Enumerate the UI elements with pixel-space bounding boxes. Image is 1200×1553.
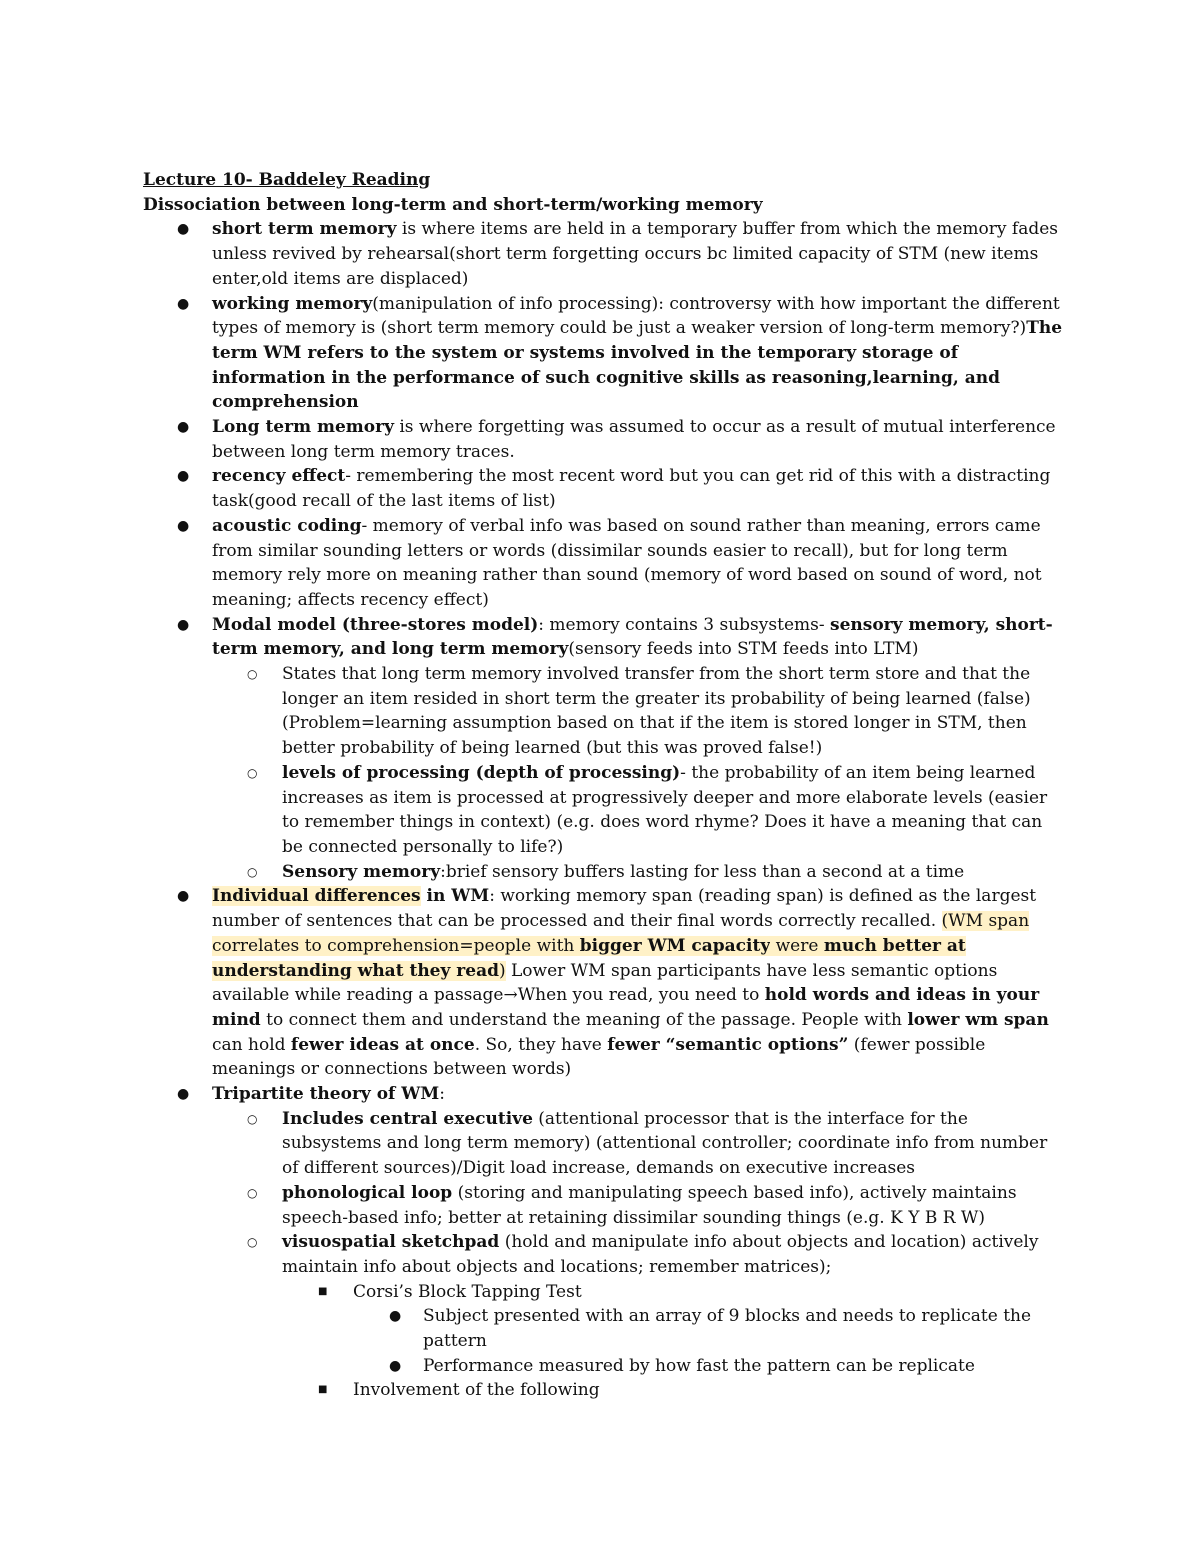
- bullet-icon: ●: [177, 419, 190, 436]
- modal-sublist: [143, 662, 1063, 884]
- section-heading: Dissociation between long-term and short-term/working memory: [143, 194, 763, 215]
- list-item-modal: ● Modal model (three-stores model): memory contains 3 subsystems- sensory memory, short-term memory, and long term memory(sensory feeds into STM feeds into LTM) ○ States that long term memory involved transfer from the short term store and that the longer an item resided in short term the greater its probability of being learned (false)(Problem=learning assumption based on that if the item is stored longer in STM, then better probability of being learned (but this was proved false!) ○ levels of processing (depth of processing)- the probability of an item being learned increases as item is processed at progressively deeper and more elaborate levels (easier to remember things in context) (e.g. does word rhyme? Does it have a meaning that can be connected personally to life?) ○ Sensory memory:brief sensory buffers lasting for less than a second at a time: [143, 613, 1063, 885]
- list-item-visuospatial: ○ visuospatial sketchpad (hold and manipulate info about objects and location) actively maintain info about objects and locations; remember matrices); ■ Corsi’s Block Tapping Test ● Subject presented with an array of 9 blocks and needs to replicate the pattern ● Performance measured by how fast the pattern can be replicate ■ Involvement of the following: [143, 1230, 1063, 1403]
- circle-bullet-icon: ○: [247, 864, 258, 879]
- square-bullet-icon: ■: [318, 1285, 328, 1297]
- list-item-phonological-loop: ○ phonological loop (storing and manipulating speech based info), actively maintains speech-based info; better at retaining dissimilar sounding things (e.g. K Y B R W): [247, 1182, 1017, 1228]
- list-item-central-executive: ○ Includes central executive (attentional processor that is the interface for the subsystems and long term memory) (attentional controller; coordinate info from number of different sources)/Digit load increase, demands on executive increases: [247, 1108, 1048, 1179]
- circle-bullet-icon: ○: [247, 1185, 258, 1200]
- list-item-corsi-2: ● Performance measured by how fast the pattern can be replicate: [143, 1354, 1063, 1379]
- circle-bullet-icon: ○: [247, 667, 258, 682]
- tripartite-sublist: [143, 1107, 1063, 1403]
- circle-bullet-icon: ○: [247, 765, 258, 780]
- document-page: [143, 168, 1063, 1403]
- list-item-modal-transfer: ○ States that long term memory involved transfer from the short term store and that the longer an item resided in short term the greater its probability of being learned (false)(Problem=learning assumption based on that if the item is stored longer in STM, then better probability of being learned (but this was proved false!): [247, 664, 1031, 759]
- bullet-icon: ●: [177, 295, 190, 312]
- bullet-icon: ●: [177, 1086, 190, 1103]
- circle-bullet-icon: ○: [247, 1235, 258, 1250]
- visuospatial-sublist: [143, 1280, 1063, 1404]
- list-item-corsi-1: ● Subject presented with an array of 9 blocks and needs to replicate the pattern: [389, 1306, 1032, 1352]
- page-title: Lecture 10- Baddeley Reading: [143, 170, 431, 190]
- circle-bullet-icon: ○: [247, 1111, 258, 1126]
- bullet-icon: ●: [177, 221, 190, 238]
- list-item-tripartite: ● Tripartite theory of WM: ○ Includes central executive (attentional processor that is the interface for the subsystems and long term memory) (attentional controller; coordinate info from number of different sources)/Digit load increase, demands on executive increases ○ phonological loop (storing and manipulating speech based info), actively maintains speech-based info; better at retaining dissimilar sounding things (e.g. K Y B R W) ○ visuospatial sketchpad (hold and manipulate info about objects and location) actively maintain info about objects and locations; remember matrices); ■ Corsi’s Block Tapping Test ● Subject presented with an array of 9 blocks and needs to replicate the pattern ● Performance measured by how fast the pattern can be replicate ■ Involvement of the following: [143, 1082, 1063, 1403]
- bullet-icon: ●: [177, 517, 190, 534]
- bullet-icon: ●: [177, 468, 190, 485]
- list-item-ltm: ● Long term memory is where forgetting was assumed to occur as a result of mutual interference between long term memory traces.: [177, 417, 1056, 462]
- bullet-icon: ●: [389, 1357, 402, 1374]
- bullet-icon: ●: [389, 1308, 402, 1325]
- list-item-recency: ● recency effect- remembering the most recent word but you can get rid of this with a distracting task(good recall of the last items of list): [177, 466, 1051, 512]
- list-item-involvement: ■ Involvement of the following: [143, 1378, 1063, 1403]
- corsi-sublist: [143, 1304, 1063, 1378]
- square-bullet-icon: ■: [318, 1384, 328, 1396]
- list-item-levels: ○ levels of processing (depth of processing)- the probability of an item being learned increases as item is processed at progressively deeper and more elaborate levels (easier to remember things in context) (e.g. does word rhyme? Does it have a meaning that can be connected personally to life?): [247, 762, 1048, 857]
- bullet-icon: ●: [177, 888, 190, 905]
- list-item-corsi: ■ Corsi’s Block Tapping Test ● Subject presented with an array of 9 blocks and needs to replicate the pattern ● Performance measured by how fast the pattern can be replicate: [143, 1280, 1063, 1379]
- list-item-sensory: ○ Sensory memory:brief sensory buffers lasting for less than a second at a time: [143, 860, 1063, 885]
- list-item-stm: ● short term memory is where items are held in a temporary buffer from which the memory fades unless revived by rehearsal(short term forgetting occurs bc limited capacity of STM (new items enter,old items are displaced): [177, 219, 1059, 289]
- list-item-acoustic: ● acoustic coding- memory of verbal info was based on sound rather than meaning, errors came from similar sounding letters or words (dissimilar sounds easier to recall), but for long term memory rely more on meaning rather than sound (memory of word based on sound of word, not meaning; affects recency effect): [177, 515, 1042, 610]
- list-item-individual: ● Individual differences in WM: working memory span (reading span) is defined as the largest number of sentences that can be processed and their final words correctly recalled. (WM span correlates to comprehension=people with bigger WM capacity were much better at understanding what they read) Lower WM span participants have less semantic options available while reading a passage→When you read, you need to hold words and ideas in your mind to connect them and understand the meaning of the passage. People with lower wm span can hold fewer ideas at once. So, they have fewer “semantic options” (fewer possible meanings or connections between words): [177, 886, 1049, 1080]
- main-list: [143, 217, 1063, 1403]
- bullet-icon: ●: [177, 616, 190, 633]
- list-item-wm: ● working memory(manipulation of info processing): controversy with how important the different types of memory is (short term memory could be just a weaker version of long-term memory?)The term WM refers to the system or systems involved in the temporary storage of information in the performance of such cognitive skills as reasoning,learning, and comprehension: [177, 293, 1063, 413]
